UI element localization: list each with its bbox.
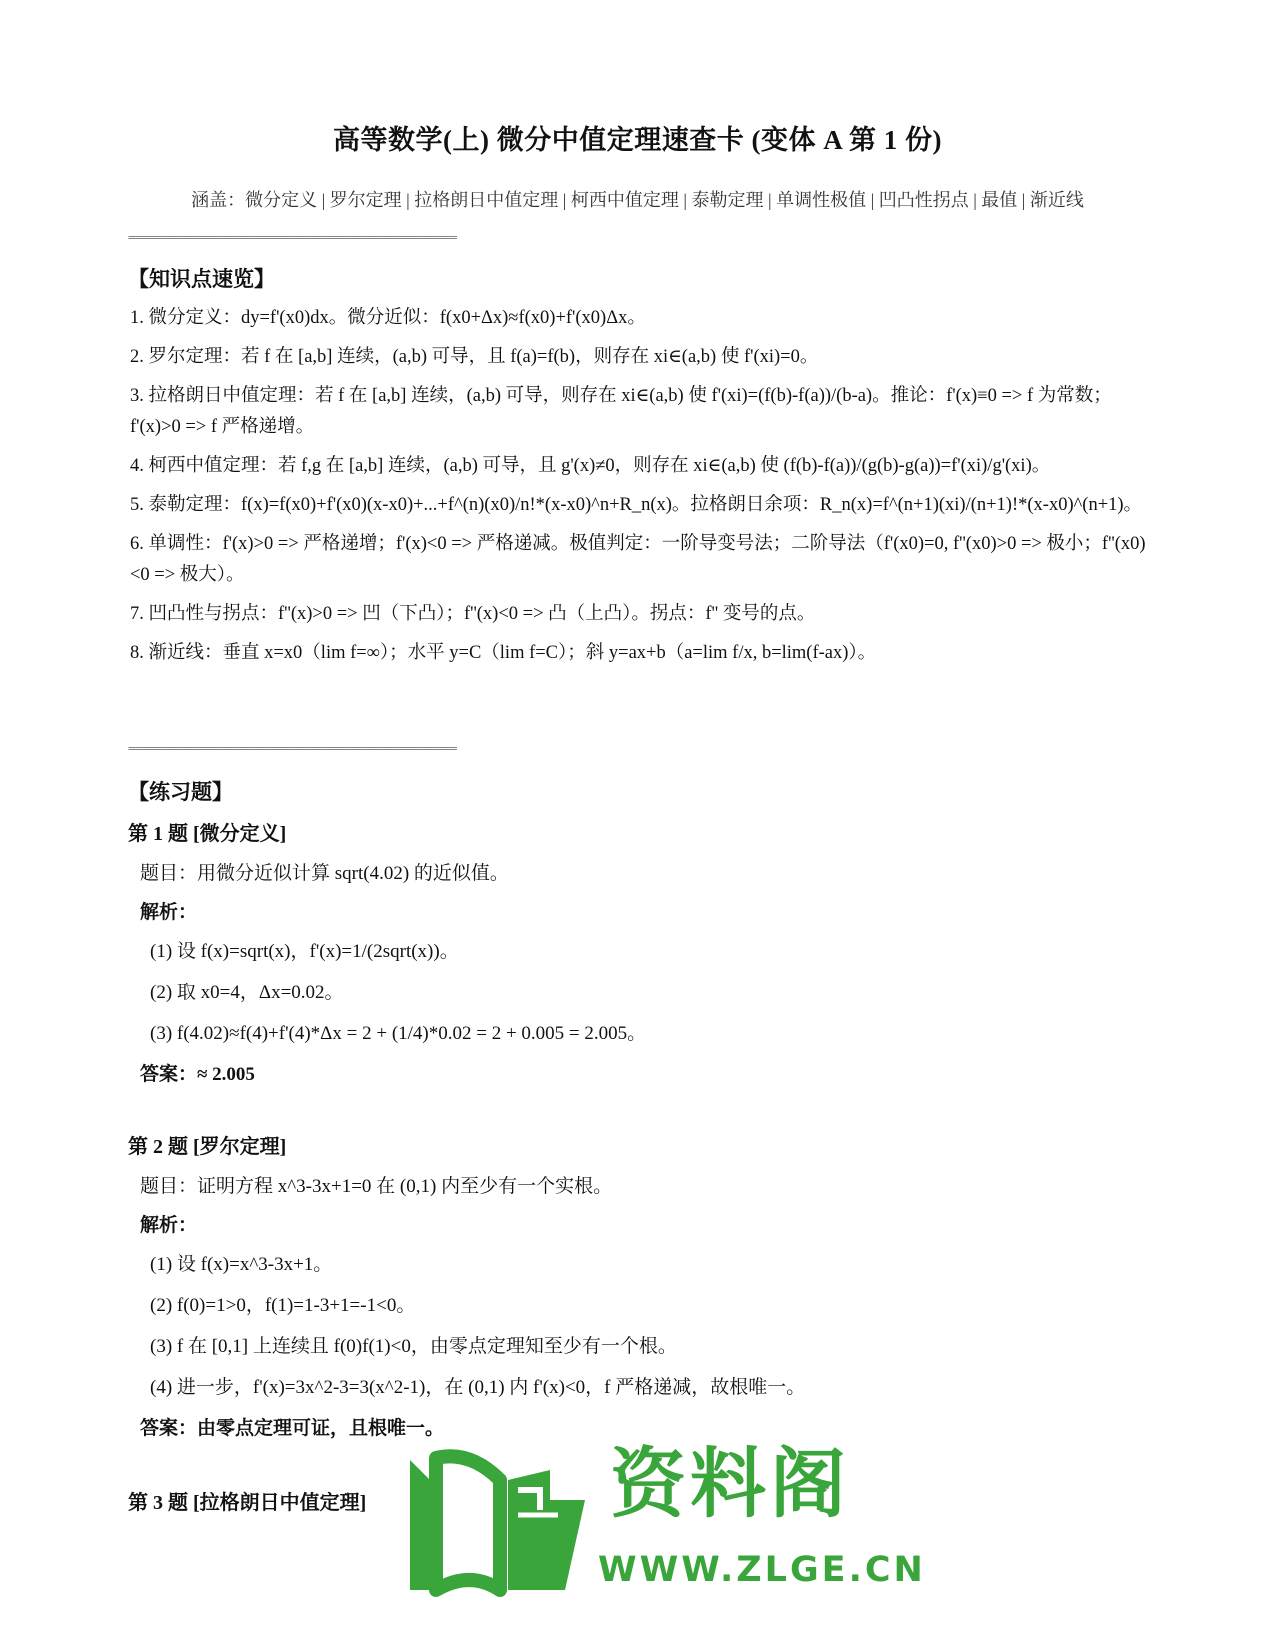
knowledge-item: 7. 凹凸性与拐点：f''(x)>0 => 凹（下凸）；f''(x)<0 => 凸（上凸）。拐点：f'' 变号的点。 xyxy=(130,604,816,624)
section-heading-practice: 【练习题】 xyxy=(128,780,233,804)
question-answer: 答案：≈ 2.005 xyxy=(140,1064,255,1085)
analysis-step: (3) f 在 [0,1] 上连续且 f(0)f(1)<0，由零点定理知至少有一个根。 xyxy=(150,1336,677,1357)
analysis-step: (3) f(4.02)≈f(4)+f'(4)*Δx = 2 + (1/4)*0.02 = 2 + 0.005 = 2.005。 xyxy=(150,1023,647,1044)
divider-rule: ================================================================ xyxy=(128,743,456,755)
analysis-label: 解析： xyxy=(140,1215,198,1236)
page-title: 高等数学(上) 微分中值定理速查卡 (变体 A 第 1 份) xyxy=(333,125,942,155)
question-title: 第 3 题 [拉格朗日中值定理] xyxy=(128,1492,367,1514)
question-stem: 题目：证明方程 x^3-3x+1=0 在 (0,1) 内至少有一个实根。 xyxy=(140,1176,613,1197)
knowledge-list xyxy=(130,303,1150,677)
knowledge-item: 2. 罗尔定理：若 f 在 [a,b] 连续，(a,b) 可导，且 f(a)=f(b)，则存在 xi∈(a,b) 使 f'(xi)=0。 xyxy=(130,347,819,367)
analysis-step: (1) 设 f(x)=sqrt(x)，f'(x)=1/(2sqrt(x))。 xyxy=(150,941,459,962)
page-subtitle: 涵盖：微分定义 | 罗尔定理 | 拉格朗日中值定理 | 柯西中值定理 | 泰勒定理 | 单调性极值 | 凹凸性拐点 | 最值 | 渐近线 xyxy=(191,190,1084,210)
question-stem: 题目：用微分近似计算 sqrt(4.02) 的近似值。 xyxy=(140,863,509,884)
analysis-step: (2) 取 x0=4，Δx=0.02。 xyxy=(150,982,344,1003)
analysis-step: (2) f(0)=1>0，f(1)=1-3+1=-1<0。 xyxy=(150,1295,416,1316)
analysis-step: (1) 设 f(x)=x^3-3x+1。 xyxy=(150,1254,333,1275)
watermark-url: WWW.ZLGE.CN xyxy=(598,1550,926,1590)
question-title: 第 1 题 [微分定义] xyxy=(128,823,287,845)
analysis-step: (4) 进一步，f'(x)=3x^2-3=3(x^2-1)，在 (0,1) 内 f'(x)<0，f 严格递减，故根唯一。 xyxy=(150,1377,806,1398)
question-title: 第 2 题 [罗尔定理] xyxy=(128,1136,287,1158)
knowledge-item: 4. 柯西中值定理：若 f,g 在 [a,b] 连续，(a,b) 可导，且 g'(x)≠0，则存在 xi∈(a,b) 使 (f(b)-f(a))/(g(b)-g(a))=f'(xi)/g'(xi)。 xyxy=(130,456,1051,476)
book-icon xyxy=(400,1440,595,1610)
knowledge-item: 6. 单调性：f'(x)>0 => 严格递增；f'(x)<0 => 严格递减。极值判定：一阶导变号法；二阶导法（f'(x0)=0, f''(x0)>0 => 极小；f''(x0)<0 => 极大）。 xyxy=(130,534,1146,585)
watermark-logo xyxy=(400,1439,926,1610)
knowledge-item: 1. 微分定义：dy=f'(x0)dx。微分近似：f(x0+Δx)≈f(x0)+f'(x0)Δx。 xyxy=(130,308,646,328)
knowledge-item: 5. 泰勒定理：f(x)=f(x0)+f'(x0)(x-x0)+...+f^(n)(x0)/n!*(x-x0)^n+R_n(x)。拉格朗日余项：R_n(x)=f^(n+1)(xi)/(n+1)!*(x-x0)^(n+1)。 xyxy=(130,495,1143,515)
knowledge-item: 8. 渐近线：垂直 x=x0（lim f=∞）；水平 y=C（lim f=C）；斜 y=ax+b（a=lim f/x, b=lim(f-ax)）。 xyxy=(130,643,877,663)
watermark-name: 资料阁 xyxy=(610,1439,850,1528)
divider-rule: ================================================================ xyxy=(128,232,456,244)
analysis-label: 解析： xyxy=(140,902,198,923)
knowledge-item: 3. 拉格朗日中值定理：若 f 在 [a,b] 连续，(a,b) 可导，则存在 xi∈(a,b) 使 f'(xi)=(f(b)-f(a))/(b-a)。推论：f'(x)≡0 => f 为常数；f'(x)>0 => f 严格递增。 xyxy=(130,386,1112,437)
question-block-2 xyxy=(128,1130,1148,1440)
question-block-1 xyxy=(128,817,1148,1086)
section-heading-knowledge: 【知识点速览】 xyxy=(128,267,275,291)
question-answer: 答案：由零点定理可证，且根唯一。 xyxy=(140,1418,445,1439)
